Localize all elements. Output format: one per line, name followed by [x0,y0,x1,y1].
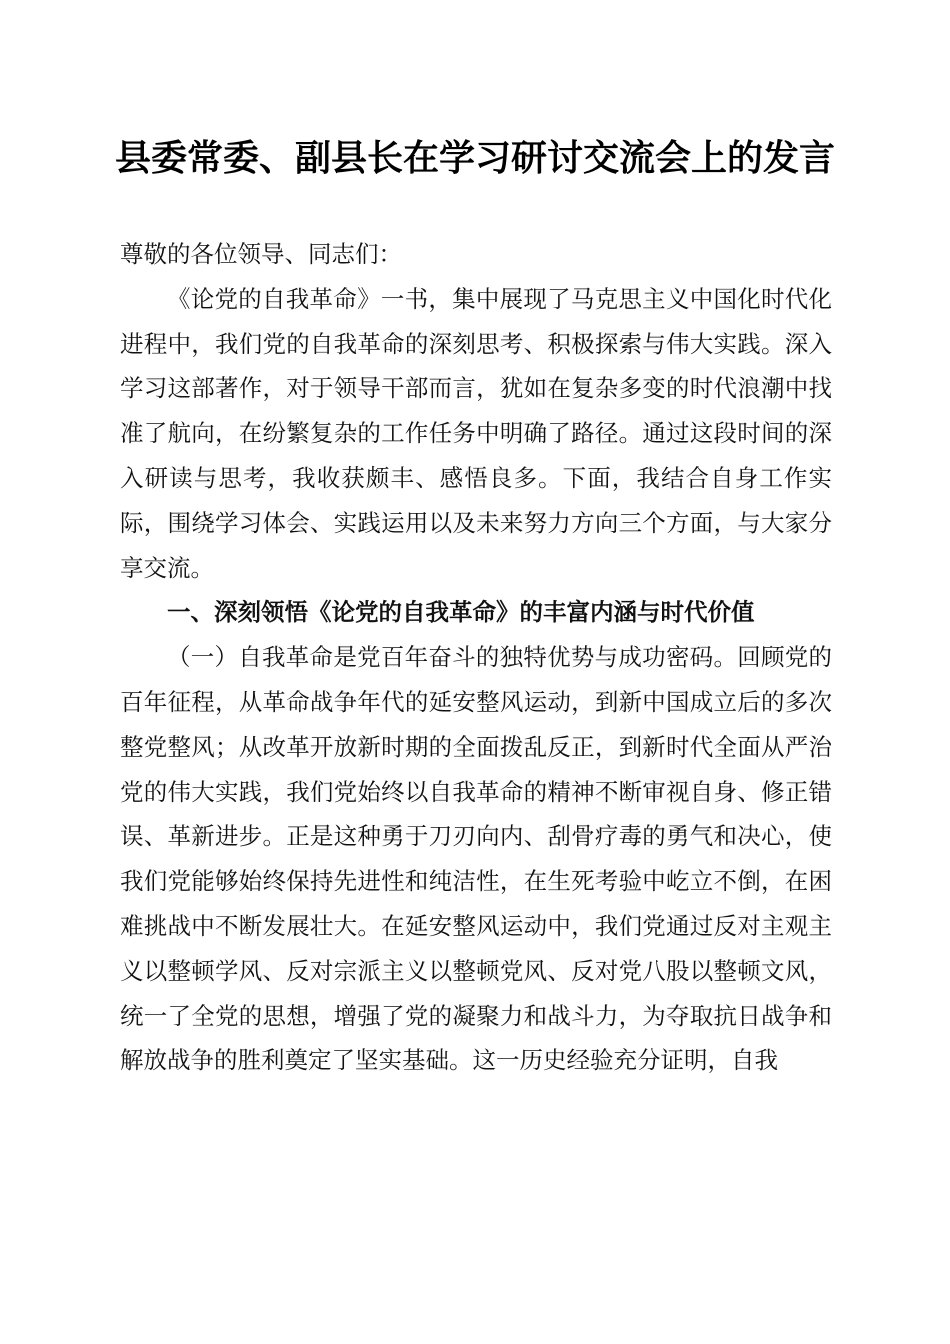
document-body [120,232,832,1083]
subsection-body-1: 回顾党的百年征程，从革命战争年代的延安整风运动，到新中国成立后的多次整党整风；从改革开放新时期的全面拨乱反正，到新时代全面从严治党的伟大实践，我们党始终以自我革命的精神不断审视自身、修正错误、革新进步。正是这种勇于刀刃向内、刮骨疗毒的勇气和决心，使我们党能够始终保持先进性和纯洁性，在生死考验中屹立不倒，在困难挑战中不断发展壮大。在延安整风运动中，我们党通过反对主观主义以整顿学风、反对宗派主义以整顿党风、反对党八股以整顿文风，统一了全党的思想，增强了党的凝聚力和战斗力，为夺取抗日战争和解放战争的胜利奠定了坚实基础。这一历史经验充分证明，自我 [120,643,833,1075]
subsection-paragraph-1 [120,635,832,1083]
salutation: 尊敬的各位领导、同志们： [120,240,402,268]
document-title: 县委常委、副县长在学习研讨交流会上的发言 [114,137,835,179]
intro-paragraph: 《论党的自我革命》一书，集中展现了马克思主义中国化时代化进程中，我们党的自我革命的深刻思考、积极探索与伟大实践。深入学习这部著作，对于领导干部而言，犹如在复杂多变的时代浪潮中找准了航向，在纷繁复杂的工作任务中明确了路径。通过这段时间的深入研读与思考，我收获颇丰、感悟良多。下面，我结合自身工作实际，围绕学习体会、实践运用以及未来努力方向三个方面，与大家分享交流。 [120,284,832,582]
subsection-lead-1: （一）自我革命是党百年奋斗的独特优势与成功密码。 [167,643,738,672]
section-heading-1: 一、深刻领悟《论党的自我革命》的丰富内涵与时代价值 [167,598,755,627]
